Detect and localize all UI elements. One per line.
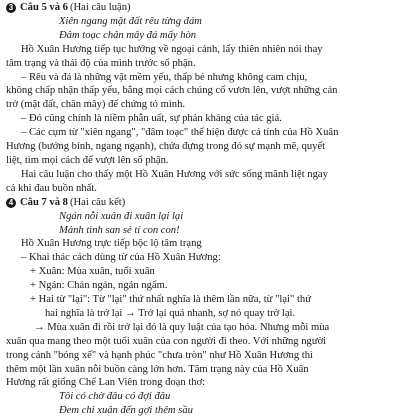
paragraph-line: xuân qua mang theo một tuổi xuân của con người đi theo. Với những người (6, 335, 327, 347)
poem-line: Đem chi xuân đến gợi thêm sầu (59, 405, 193, 417)
paragraph-line: Hồ Xuân Hương tiếp tục hướng về ngoại cảnh, lấy thiên nhiên nói thay (21, 43, 323, 55)
poem-line: Mảnh tình san sẻ tí con con! (59, 224, 180, 236)
paragraph-line: – Khai thác cách dùng từ của Hồ Xuân Hương: (21, 252, 221, 264)
poem-line: Ngán nỗi xuân đi xuân lại lại (59, 210, 184, 222)
bullet-line: + Ngán: Chán ngán, ngán ngẩm. (30, 280, 168, 292)
number-badge: 4 (6, 198, 16, 208)
paragraph-line: cả khi đau buồn nhất. (6, 182, 97, 194)
poem-line: Xiên ngang mặt đất rêu từng đám (59, 15, 202, 27)
paragraph-line: thêm một lần xuân nỗi buồn càng lớn hơn. Tâm trạng này của Hồ Xuân (6, 363, 309, 375)
poem-line: Đâm toạc chân mây đá mấy hòn (59, 29, 197, 41)
paragraph-line: – Các cụm từ "xiên ngang", "đâm toạc" thể hiện được cá tính của Hồ Xuân (21, 127, 339, 139)
heading-subtitle: (Hai câu kết) (69, 196, 126, 208)
heading-subtitle: (Hai câu luận) (69, 2, 131, 13)
paragraph-line: Hương (bướng bỉnh, ngang ngạnh), chứa đựng trong đó sự mạnh mẽ, quyết (6, 141, 326, 153)
paragraph-line: liệt, tìm mọi cách để vượt lên số phận. (6, 154, 169, 166)
heading-title: Câu 7 và 8 (20, 196, 68, 208)
paragraph-line: – Rêu và đá là những vật mềm yếu, thấp bé nhưng không cam chịu, (21, 71, 308, 83)
paragraph-line: Hai câu luận cho thấy một Hồ Xuân Hương với sức sống mãnh liệt ngay (21, 168, 328, 180)
heading-title: Câu 5 và 6 (20, 2, 68, 13)
paragraph-line: trở (mặt đất, chân mây) để chứng tỏ mình. (6, 99, 186, 111)
paragraph-line: Hồ Xuân Hương trực tiếp bộc lộ tâm trạng (21, 238, 202, 250)
paragraph-line: tâm trạng và thái độ của mình trước số phận. (6, 57, 196, 69)
paragraph-line: trong cảnh "bóng xế" và hạnh phúc "chưa tròn" như Hồ Xuân Hương thì (6, 349, 313, 361)
section-heading-4 (6, 196, 394, 210)
bullet-line: + Hai từ "lại": Từ "lại" thứ nhất nghĩa là thêm lần nữa, từ "lại" thứ (30, 294, 311, 306)
paragraph-line: – Đó cũng chính là niềm phẫn uất, sự phản kháng của tác giả. (21, 113, 282, 125)
paragraph-line: Hương rất giống Chế Lan Viên trong đoạn thơ: (6, 377, 206, 389)
paragraph-line: không chấp nhận thấp yếu, bằng mọi cách chúng cố vươn lên, vượt những cản (6, 85, 338, 97)
section-heading-3 (6, 1, 394, 15)
poem-line: Tôi có chờ đâu có đợi đâu (59, 391, 171, 403)
bullet-line: + Xuân: Mùa xuân, tuổi xuân (30, 266, 155, 278)
bullet-line: hai nghĩa là trở lại → Trở lại quá nhanh, sợ nó quay trở lại. (45, 307, 296, 319)
paragraph-line: → Mùa xuân đi rồi trở lại đó là quy luật của tạo hóa. Nhưng mỗi mùa (34, 321, 330, 333)
number-badge: 3 (6, 3, 16, 13)
